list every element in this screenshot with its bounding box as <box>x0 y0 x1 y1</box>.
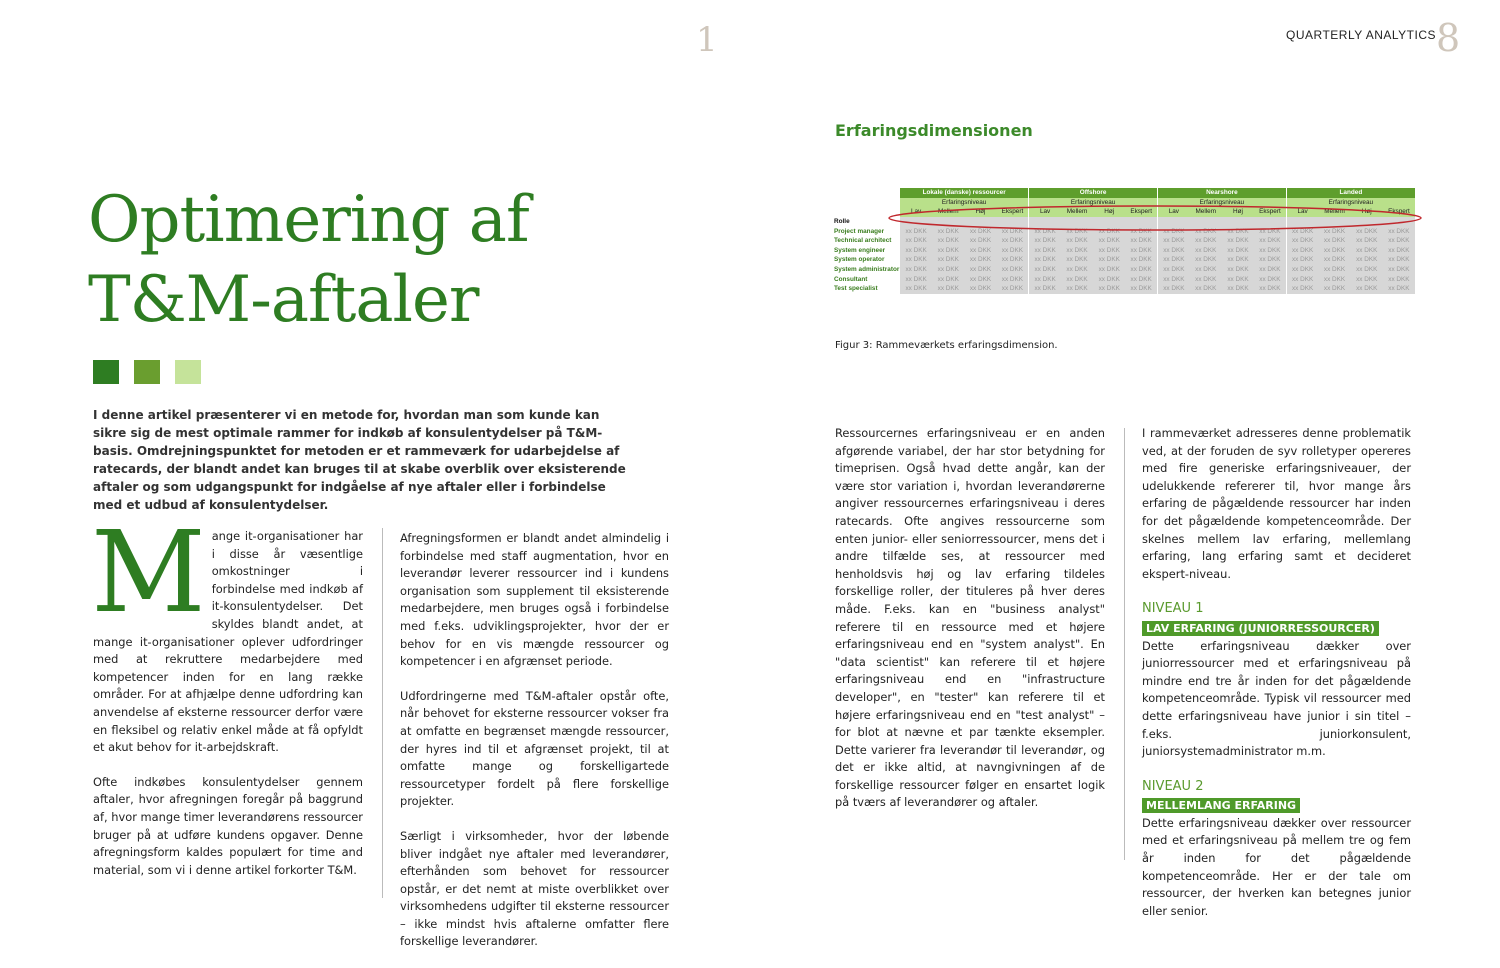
table-cell: xx DKK <box>1061 255 1093 265</box>
table-cell: xx DKK <box>1318 226 1350 236</box>
column-4 <box>1142 425 1411 937</box>
level-header: Ekspert <box>997 207 1029 217</box>
level-header: Lav <box>1158 207 1190 217</box>
table-cell: xx DKK <box>1383 284 1415 294</box>
table-cell: xx DKK <box>1190 274 1222 284</box>
col2-paragraph-1: Afregningsformen er blandt andet almindelig i forbindelse med staff augmentation, hvor en leverandør leverer ressourcer ind i kundens organisation som supplement til eksisterende medarbejdere, men bruges også i forbindelse med f.eks. udviklingsprojekter, hvor der er behov for en vis mængde ressourcer og kompetencer i en afgrænset periode. <box>400 531 669 669</box>
page-title <box>88 180 529 340</box>
table-row <box>834 236 1415 246</box>
table-cell: xx DKK <box>900 255 932 265</box>
table-cell: xx DKK <box>1222 255 1254 265</box>
table-cell: xx DKK <box>1029 246 1061 256</box>
level-header: Mellem <box>1190 207 1222 217</box>
table-cell: xx DKK <box>1383 226 1415 236</box>
level-2-tag: MELLEMLANG ERFARING <box>1142 798 1300 813</box>
table-cell: xx DKK <box>1351 284 1383 294</box>
table-cell: xx DKK <box>1125 274 1157 284</box>
role-header: Rolle <box>834 218 850 226</box>
level-header: Lav <box>900 207 932 217</box>
table-cell: xx DKK <box>1351 265 1383 275</box>
level-header: Ekspert <box>1254 207 1286 217</box>
table-cell: xx DKK <box>900 246 932 256</box>
table-cell: xx DKK <box>1093 255 1125 265</box>
col1-p1-text: ange it-organisationer har i disse år væsentlige omkostninger i forbindelse med indkøb af it-konsulentydelser. Det skyldes blandt andet, at mange it-organisationer oplever udfordringer med at rekruttere medarbejdere med kompetencer inden for en lang række områder. For at afhjælpe denne udfordring kan anvendelse af eksterne ressourcer derfor være en fleksibel og relativ enkel måde at få opfyldt et akut behov for it-arbejdskraft. <box>93 529 363 755</box>
table-cell: xx DKK <box>1318 255 1350 265</box>
level-label: Erfaringsniveau <box>1158 198 1287 208</box>
table-cell: xx DKK <box>1254 284 1286 294</box>
level-header: Høj <box>964 207 996 217</box>
role-label: Consultant <box>834 275 868 283</box>
table-cell: xx DKK <box>997 255 1029 265</box>
col2-paragraph-2: Udfordringerne med T&M-aftaler opstår ofte, når behovet for eksterne ressourcer vokser fra at omfatte en begrænset mængde ressourcer, der hyres ind til et afgrænset projekt, til at omfatte mange og forskelligartede ressourcetyper fordelt på flere forskellige projekter. <box>400 688 669 809</box>
table-cell: xx DKK <box>1125 246 1157 256</box>
table-cell: xx DKK <box>1125 236 1157 246</box>
column-2 <box>400 530 669 968</box>
table-cell: xx DKK <box>1190 284 1222 294</box>
table-cell: xx DKK <box>932 284 964 294</box>
table-cell: xx DKK <box>1190 255 1222 265</box>
section-header: QUARTERLY ANALYTICS <box>1286 28 1436 42</box>
role-label: Test specialist <box>834 285 878 293</box>
table-cell: xx DKK <box>1222 226 1254 236</box>
table-cell: xx DKK <box>964 226 996 236</box>
table-row <box>834 274 1415 284</box>
table-cell: xx DKK <box>964 255 996 265</box>
table-row <box>834 255 1415 265</box>
color-swatch-mid <box>134 360 160 384</box>
level-header: Lav <box>1286 207 1318 217</box>
table-cell: xx DKK <box>1286 284 1318 294</box>
table-cell: xx DKK <box>1158 284 1190 294</box>
table-cell: xx DKK <box>1093 284 1125 294</box>
level-label: Erfaringsniveau <box>1029 198 1158 208</box>
table-cell: xx DKK <box>1383 255 1415 265</box>
table-cell: xx DKK <box>932 274 964 284</box>
table-cell: xx DKK <box>1190 265 1222 275</box>
table-cell: xx DKK <box>1254 265 1286 275</box>
table-corner <box>834 188 900 198</box>
role-label: Technical architect <box>834 237 892 245</box>
table-cell: xx DKK <box>1318 246 1350 256</box>
table-cell: xx DKK <box>1125 265 1157 275</box>
table-cell: xx DKK <box>1061 274 1093 284</box>
table-cell: xx DKK <box>1158 255 1190 265</box>
table-cell: xx DKK <box>1190 226 1222 236</box>
table-group-row <box>834 188 1415 198</box>
table-cell: xx DKK <box>1125 284 1157 294</box>
lead-paragraph: I denne artikel præsenterer vi en metode for, hvordan man som kunde kan sikre sig de mest optimale rammer for indkøb af konsulentydelser på T&M-basis. Omdrejningspunktet for metoden er et rammeværk for udarbejdelse af ratecards, der blandt andet kan bruges til at skabe overblik over eksisterende aftaler og som udgangspunkt for indgåelse af nye aftaler eller i forbindelse med et udbud af konsulentydelser. <box>93 408 626 512</box>
table-cell: xx DKK <box>1222 246 1254 256</box>
table-cell: xx DKK <box>932 246 964 256</box>
table-cell: xx DKK <box>997 274 1029 284</box>
group-header: Landed <box>1286 188 1415 198</box>
table-cell: xx DKK <box>1158 236 1190 246</box>
table-row <box>834 265 1415 275</box>
table-cell: xx DKK <box>1158 274 1190 284</box>
figure-heading: Erfaringsdimensionen <box>835 121 1033 140</box>
table-cell: xx DKK <box>1061 246 1093 256</box>
table-cell: xx DKK <box>900 236 932 246</box>
table-cell: xx DKK <box>997 246 1029 256</box>
table-cell: xx DKK <box>1254 246 1286 256</box>
level-1-text: Dette erfaringsniveau dækker over juniorressourcer med et erfaringsniveau på mindre end tre år inden for det pågældende kompetenceområde. Typisk vil ressourcer med dette erfaringsniveau have junior i sin titel – f.eks. juniorkonsulent, juniorsystemadministrator m.m. <box>1142 638 1411 759</box>
level-label: Erfaringsniveau <box>900 198 1029 208</box>
level-header: Ekspert <box>1125 207 1157 217</box>
table-cell: xx DKK <box>997 284 1029 294</box>
table-cell: xx DKK <box>1093 246 1125 256</box>
group-header: Nearshore <box>1158 188 1287 198</box>
table-cell: xx DKK <box>1222 274 1254 284</box>
table-cell: xx DKK <box>1351 246 1383 256</box>
table-cell: xx DKK <box>1318 274 1350 284</box>
table-cell: xx DKK <box>1222 284 1254 294</box>
level-2-title: NIVEAU 2 <box>1142 778 1204 794</box>
role-label: System administrator <box>834 266 900 274</box>
title-line-1: Optimering af <box>88 183 529 257</box>
table-cell: xx DKK <box>1286 265 1318 275</box>
table-cell: xx DKK <box>932 265 964 275</box>
table-cell: xx DKK <box>1286 226 1318 236</box>
table-cell: xx DKK <box>997 236 1029 246</box>
col1-paragraph-2: Ofte indkøbes konsulentydelser gennem aftaler, hvor afregningen foregår på baggrund af, hvor mange timer leverandørens ressourcer bruger på at udføre kundens opgaver. Denne afregningsform kaldes populært for time and material, som vi i denne artikel forkorter T&M. <box>93 774 363 877</box>
table-cell: xx DKK <box>932 255 964 265</box>
table-cell: xx DKK <box>1318 265 1350 275</box>
table-cell: xx DKK <box>1351 226 1383 236</box>
table-cell: xx DKK <box>1222 236 1254 246</box>
color-swatch-dark <box>93 360 119 384</box>
table-cell: xx DKK <box>1254 255 1286 265</box>
table-cell: xx DKK <box>1029 265 1061 275</box>
table-cell: xx DKK <box>1383 265 1415 275</box>
page-number-left: 1 <box>696 20 718 60</box>
level-header: Høj <box>1351 207 1383 217</box>
level-header: Lav <box>1029 207 1061 217</box>
col1-paragraph-1 <box>91 508 363 757</box>
table-cell: xx DKK <box>1286 246 1318 256</box>
table-cell: xx DKK <box>900 226 932 236</box>
table-cell: xx DKK <box>1158 246 1190 256</box>
col4-paragraph-1: I rammeværket adresseres denne problematik ved, at der foruden de syv rolletyper opereres med fire generiske erfaringsniveauer, der udelukkende refererer til, hvor mange års erfaring de pågældende ressourcer har inden for det pågældende kompetenceområde. Der skelnes mellem lav erfaring, mellemlang erfaring, lang erfaring samt et decideret ekspert-niveau. <box>1142 426 1411 581</box>
table-cell: xx DKK <box>932 226 964 236</box>
level-header: Mellem <box>932 207 964 217</box>
table-cell: xx DKK <box>1061 284 1093 294</box>
table-cell: xx DKK <box>1029 284 1061 294</box>
column-divider <box>382 528 383 898</box>
table-cell: xx DKK <box>1254 226 1286 236</box>
table-cell: xx DKK <box>964 265 996 275</box>
color-swatch-light <box>175 360 201 384</box>
table-cell: xx DKK <box>1093 265 1125 275</box>
table-cell: xx DKK <box>900 265 932 275</box>
table-cell: xx DKK <box>1254 274 1286 284</box>
table-cell: xx DKK <box>964 274 996 284</box>
table-row <box>834 284 1415 294</box>
table-cell: xx DKK <box>1318 284 1350 294</box>
table-cell: xx DKK <box>1222 265 1254 275</box>
col2-paragraph-3: Særligt i virksomheder, hvor der løbende bliver indgået nye aftaler med leverandører, efterhånden som behovet for ressourcer opstår, er det nemt at miste overblikket over virksomhedens udgifter til eksterne ressourcer – ikke mindst hvis aftalerne omfatter flere forskellige leverandører. <box>400 828 669 949</box>
level-header: Ekspert <box>1383 207 1415 217</box>
page-number-right: 8 <box>1436 16 1461 60</box>
table-cell: xx DKK <box>1351 274 1383 284</box>
table-cell: xx DKK <box>900 274 932 284</box>
table-cell: xx DKK <box>1093 226 1125 236</box>
level-1-title: NIVEAU 1 <box>1142 601 1204 617</box>
table-cell: xx DKK <box>1286 255 1318 265</box>
level-highlight-ellipse <box>885 203 1425 233</box>
table-cell: xx DKK <box>900 284 932 294</box>
table-cell: xx DKK <box>1383 236 1415 246</box>
table-cell: xx DKK <box>1029 236 1061 246</box>
table-cell: xx DKK <box>1351 236 1383 246</box>
table-cell: xx DKK <box>997 265 1029 275</box>
level-header: Mellem <box>1061 207 1093 217</box>
level-1-tag: LAV ERFARING (JUNIORRESSOURCER) <box>1142 621 1379 636</box>
table-cell: xx DKK <box>1190 236 1222 246</box>
level-label: Erfaringsniveau <box>1286 198 1415 208</box>
drop-cap: M <box>91 508 206 638</box>
table-cell: xx DKK <box>1383 274 1415 284</box>
column-divider-right <box>1124 428 1125 860</box>
role-label: System operator <box>834 256 885 264</box>
table-cell: xx DKK <box>1125 255 1157 265</box>
table-cell: xx DKK <box>1029 226 1061 236</box>
table-row <box>834 246 1415 256</box>
table-cell: xx DKK <box>1093 236 1125 246</box>
figure-caption: Figur 3: Rammeværkets erfaringsdimension. <box>835 340 1058 351</box>
table-cell: xx DKK <box>1029 255 1061 265</box>
role-label: Project manager <box>834 227 885 235</box>
table-cell: xx DKK <box>964 236 996 246</box>
column-3 <box>835 425 1105 829</box>
table-cell: xx DKK <box>964 284 996 294</box>
group-header: Lokale (danske) ressourcer <box>900 188 1029 198</box>
title-line-2: T&M-aftaler <box>88 263 479 337</box>
table-cell: xx DKK <box>1029 274 1061 284</box>
table-cell: xx DKK <box>1093 274 1125 284</box>
level-header: Høj <box>1222 207 1254 217</box>
column-1 <box>91 508 363 896</box>
level-header: Høj <box>1093 207 1125 217</box>
level-2-text: Dette erfaringsniveau dækker over ressourcer med et erfaringsniveau på mellem tre og fem år inden for det pågældende kompetenceområde. Her er der tale om ressourcer, der hverken kan betegnes junior eller senior. <box>1142 815 1411 918</box>
table-cell: xx DKK <box>932 236 964 246</box>
table-cell: xx DKK <box>1318 236 1350 246</box>
table-cell: xx DKK <box>1254 236 1286 246</box>
group-header: Offshore <box>1029 188 1158 198</box>
table-cell: xx DKK <box>1158 226 1190 236</box>
table-cell: xx DKK <box>1061 265 1093 275</box>
table-cell: xx DKK <box>1286 236 1318 246</box>
table-cell: xx DKK <box>1383 246 1415 256</box>
table-cell: xx DKK <box>1158 265 1190 275</box>
table-cell: xx DKK <box>997 226 1029 236</box>
table-cell: xx DKK <box>1190 246 1222 256</box>
table-cell: xx DKK <box>1351 255 1383 265</box>
table-cell: xx DKK <box>1125 226 1157 236</box>
role-label: System engineer <box>834 246 886 254</box>
col3-paragraph-1: Ressourcernes erfaringsniveau er en anden afgørende variabel, der har stor betydning for timeprisen. Også hvad dette angår, kan der være stor variation i, hvordan leverandørerne angiver ressourcernes erfaringsniveau i deres ratecards. Ofte angives ressourcerne som enten junior- eller seniorressourcer, mens det i andre tilfælde ses, at ressourcer med henholdsvis høj og lav erfaring tildeles forskellige roller, der tituleres på hver deres måde. F.eks. kan en "business analyst" referere til en ressource med et højere erfaringsniveau end en "system analyst". En "data scientist" kan referere til et højere erfaringsniveau end en "infrastructure developer", en "tester" kan referere til et højere erfaringsniveau end en "test analyst" – for blot at nævne et par tænkte eksempler. Dette varierer fra leverandør til leverandør, og det er ikke altid, at navngivningen af de forskellige ressourcer følger en ensartet logik på tværs af leverandører og aftaler. <box>835 426 1105 810</box>
level-header: Mellem <box>1318 207 1350 217</box>
table-cell: xx DKK <box>1061 226 1093 236</box>
table-cell: xx DKK <box>1286 274 1318 284</box>
table-cell: xx DKK <box>1061 236 1093 246</box>
table-cell: xx DKK <box>964 246 996 256</box>
